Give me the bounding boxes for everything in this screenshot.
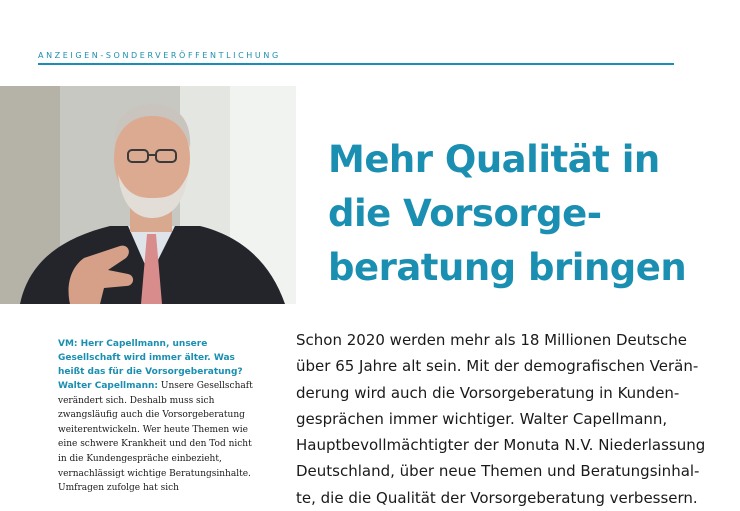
answer-text: Unsere Gesellschaft verändert sich. Deshalb muss sich zwangsläufig auch die Vorsorgeberatung weiterentwickeln. Wer heute Themen wie eine schwere Krankheit und den Tod nicht in die Kundengespräche einbezieht, vernachlässigt wichtige Beratungsinhalte. Umfragen zufolge hat sich (58, 381, 253, 494)
headline-line: beratung bringen (328, 246, 687, 289)
lead-line: Deutschland, über neue Themen und Beratungsinhal- (296, 462, 700, 481)
interview-answer (58, 379, 263, 493)
lead-line: gesprächen immer wichtiger. Walter Capellmann, (296, 409, 668, 428)
header-rule (38, 63, 674, 65)
lead-line: Schon 2020 werden mehr als 18 Millionen Deutsche (296, 331, 687, 349)
headline-line: Mehr Qualität in (328, 138, 660, 181)
headline (328, 133, 686, 295)
headline-line: die Vorsorge- (328, 192, 602, 235)
lead-line: Hauptbevollmächtigter der Monuta N.V. Niederlassung (296, 436, 706, 455)
lead-line: über 65 Jahre alt sein. Mit der demografischen Verän- (296, 357, 699, 376)
lead-paragraph (296, 327, 706, 507)
portrait-photo (0, 86, 296, 304)
interview-question: VM: Herr Capellmann, unsere Gesellschaft wird immer älter. Was heißt das für die Vorsorgeberatung? (58, 339, 243, 377)
lead-line: derung wird auch die Vorsorgeberatung in Kunden- (296, 383, 680, 402)
section-kicker: ANZEIGEN-SONDERVERÖFFENTLICHUNG (38, 51, 281, 60)
portrait-illustration (0, 86, 296, 304)
answer-speaker: Walter Capellmann: (58, 381, 159, 391)
lead-line: te, die die Qualität der Vorsorgeberatung verbessern. (296, 488, 698, 507)
